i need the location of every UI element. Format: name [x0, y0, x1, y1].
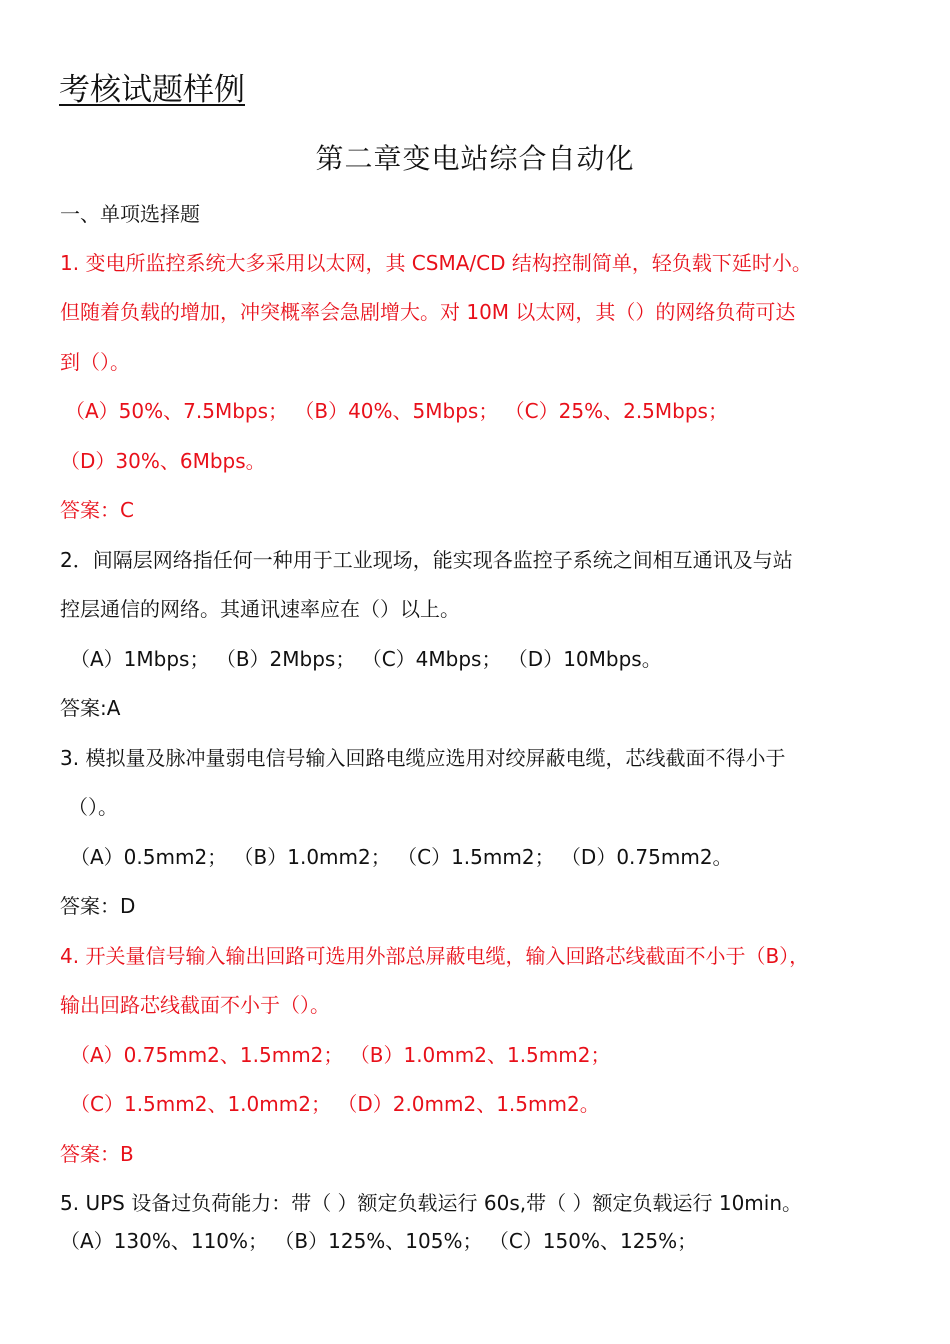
chapter-title: 第二章变电站综合自动化 — [315, 142, 635, 175]
question-1-answer: 答案：C — [60, 498, 134, 522]
question-4-options-1: （A）0.75mm2、1.5mm2； （B）1.0mm2、1.5mm2； — [70, 1043, 611, 1067]
question-4-options-2: （C）1.5mm2、1.0mm2； （D）2.0mm2、1.5mm2。 — [70, 1092, 600, 1116]
question-4-answer: 答案：B — [60, 1142, 134, 1166]
question-1-options-1: （A）50%、7.5Mbps； （B）40%、5Mbps； （C）25%、2.5Mbps； — [65, 399, 728, 423]
doc-title: 考核试题样例 — [59, 72, 245, 108]
question-1-line-3: 到（）。 — [60, 350, 130, 374]
question-2-answer: 答案:A — [60, 696, 121, 720]
question-4-line-2: 输出回路芯线截面不小于（）。 — [60, 993, 330, 1017]
question-5-options-1: （A）130%、110%； （B）125%、105%； （C）150%、125%； — [60, 1229, 698, 1253]
question-1-line-1: 1. 变电所监控系统大多采用以太网，其 CSMA/CD 结构控制简单，轻负载下延时小。 — [60, 251, 812, 275]
section-heading: 一、单项选择题 — [60, 202, 200, 226]
question-1-options-2: （D）30%、6Mbps。 — [60, 449, 266, 473]
question-2-line-2: 控层通信的网络。其通讯速率应在（）以上。 — [60, 597, 460, 621]
question-5-line-1: 5. UPS 设备过负荷能力：带（ ）额定负载运行 60s,带（ ）额定负载运行 10min。 — [60, 1191, 803, 1215]
question-2-line-1: 2．间隔层网络指任何一种用于工业现场，能实现各监控子系统之间相互通讯及与站 — [60, 548, 793, 572]
question-3-answer: 答案：D — [60, 894, 136, 918]
question-1-line-2: 但随着负载的增加，冲突概率会急剧增大。对 10M 以太网，其（）的网络负荷可达 — [60, 300, 796, 324]
question-3-options-1: （A）0.5mm2； （B）1.0mm2； （C）1.5mm2； （D）0.75mm2。 — [70, 845, 733, 869]
question-3-line-2: （）。 — [68, 795, 118, 819]
question-4-line-1: 4. 开关量信号输入输出回路可选用外部总屏蔽电缆，输入回路芯线截面不小于（B）， — [60, 944, 810, 968]
question-3-line-1: 3. 模拟量及脉冲量弱电信号输入回路电缆应选用对绞屏蔽电缆，芯线截面不得小于 — [60, 746, 786, 770]
question-2-options-1: （A）1Mbps； （B）2Mbps； （C）4Mbps； （D）10Mbps。 — [70, 647, 662, 671]
